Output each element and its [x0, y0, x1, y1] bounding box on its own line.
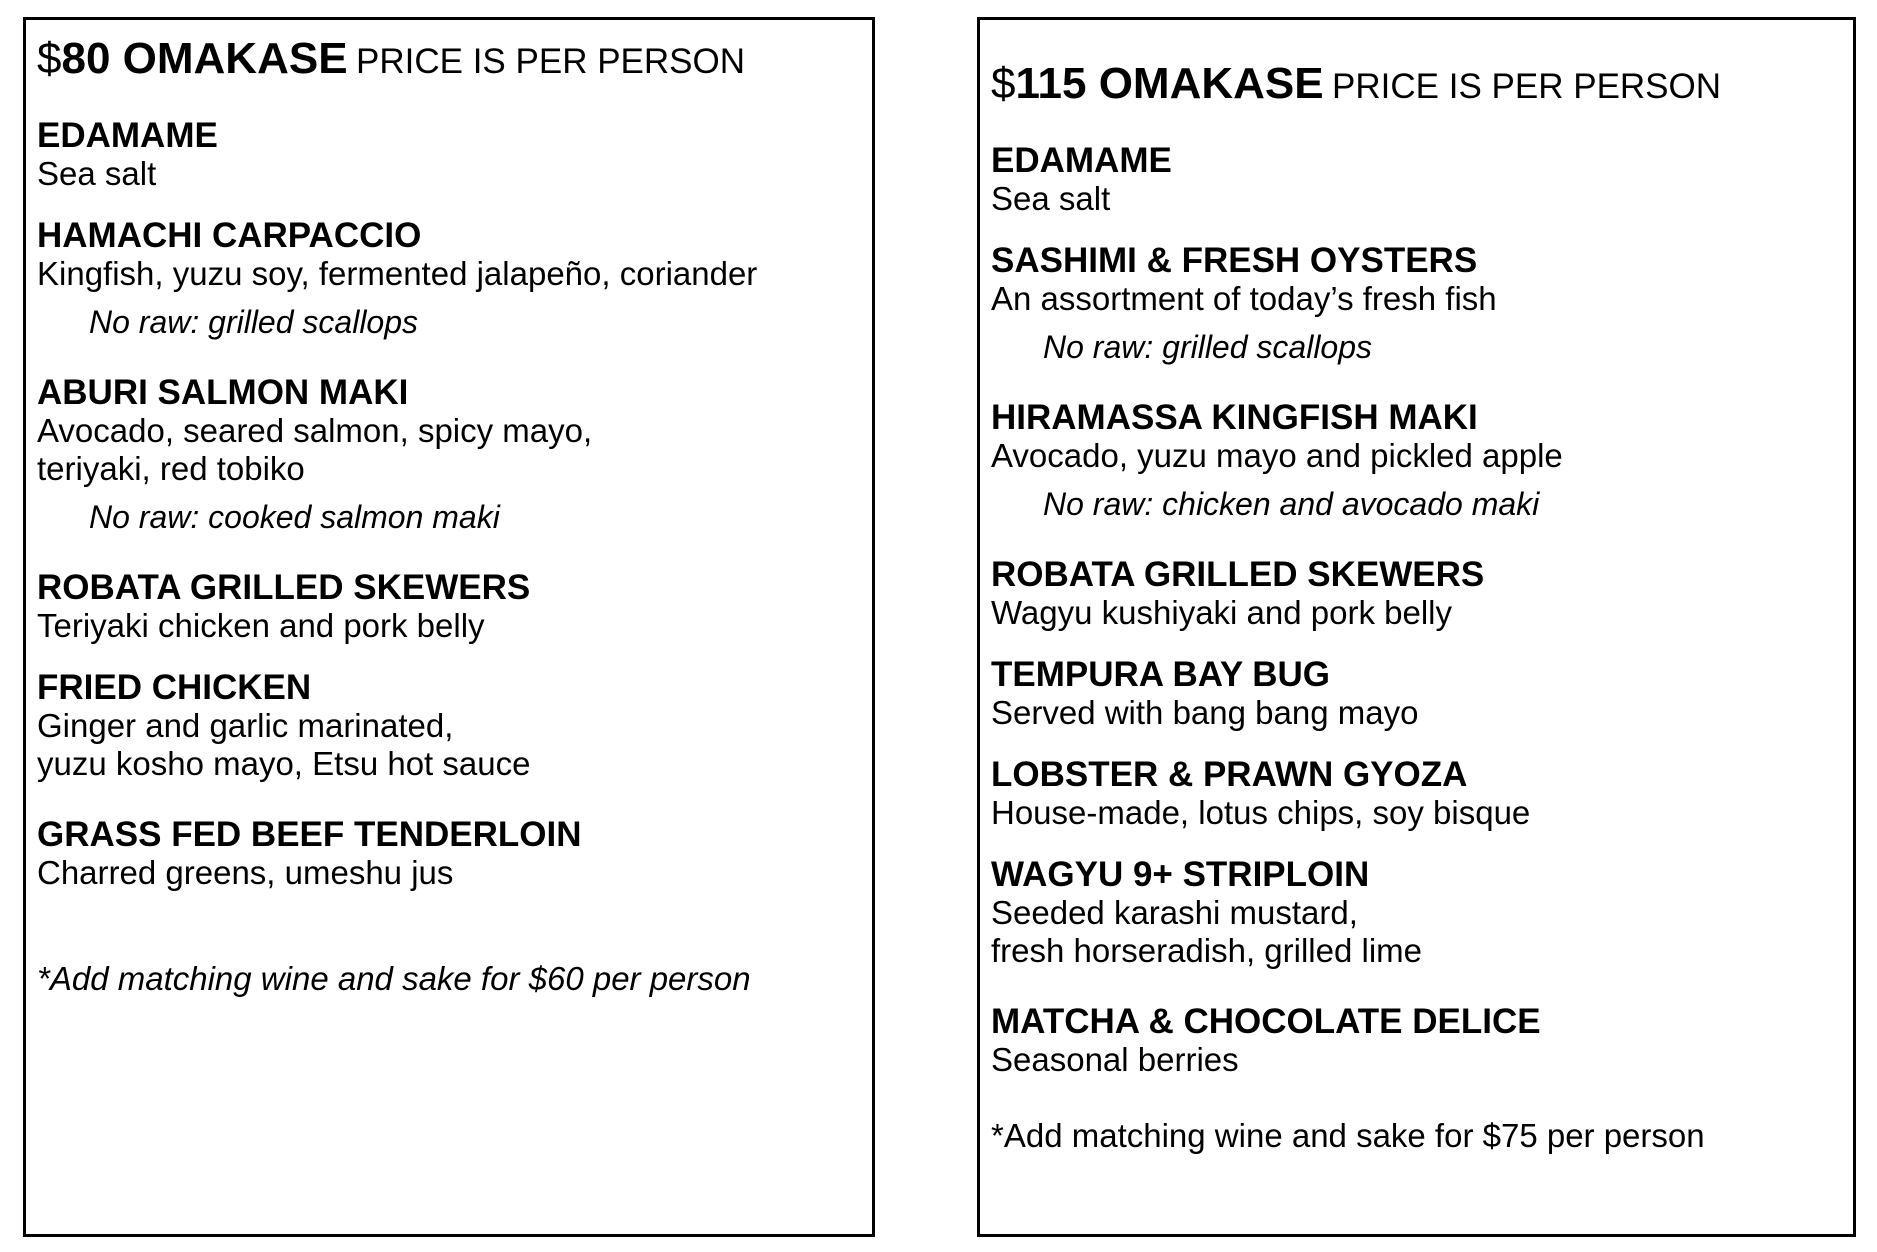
- wine-pairing-note: *Add matching wine and sake for $60 per person: [37, 960, 751, 997]
- menu-item: [37, 669, 861, 783]
- item-name: ABURI SALMON MAKI: [37, 373, 409, 412]
- item-name: WAGYU 9+ STRIPLOIN: [991, 855, 1370, 894]
- price-note: PRICE IS PER PERSON: [1332, 67, 1722, 106]
- menu-header: [991, 59, 1842, 108]
- omakase-80-card: [23, 17, 875, 1237]
- item-description: Served with bang bang mayo: [991, 694, 1419, 731]
- item-description: Charred greens, umeshu jus: [37, 854, 454, 891]
- item-description: House-made, lotus chips, soy bisque: [991, 794, 1531, 831]
- item-name: TEMPURA BAY BUG: [991, 655, 1331, 694]
- menu-item: [991, 756, 1842, 832]
- menu-item: [991, 856, 1842, 970]
- menu-item: [991, 656, 1842, 732]
- item-description: Seeded karashi mustard, fresh horseradish, grilled lime: [991, 894, 1423, 969]
- item-description: Sea salt: [37, 155, 157, 192]
- omakase-115-card: [977, 17, 1856, 1237]
- item-alternative: No raw: chicken and avocado maki: [1043, 486, 1540, 522]
- item-name: MATCHA & CHOCOLATE DELICE: [991, 1002, 1541, 1041]
- price-note: PRICE IS PER PERSON: [356, 42, 745, 81]
- item-description: Seasonal berries: [991, 1041, 1239, 1078]
- item-name: HAMACHI CARPACCIO: [37, 216, 422, 255]
- menu-price-title: 80 OMAKASE: [61, 34, 348, 83]
- item-name: GRASS FED BEEF TENDERLOIN: [37, 815, 582, 854]
- item-alternative: No raw: grilled scallops: [89, 304, 419, 340]
- item-name: EDAMAME: [991, 141, 1172, 180]
- item-description: Ginger and garlic marinated, yuzu kosho mayo, Etsu hot sauce: [37, 707, 531, 782]
- item-description: Avocado, yuzu mayo and pickled apple: [991, 437, 1563, 474]
- menu-item: [991, 242, 1842, 366]
- menu-price-title: 115 OMAKASE: [1015, 59, 1324, 108]
- item-description: Sea salt: [991, 180, 1111, 217]
- menu-item: [37, 816, 861, 892]
- item-alternative: No raw: grilled scallops: [1043, 329, 1373, 365]
- menu-item: [991, 1003, 1842, 1079]
- item-name: LOBSTER & PRAWN GYOZA: [991, 755, 1468, 794]
- item-name: ROBATA GRILLED SKEWERS: [991, 555, 1485, 594]
- menu-item: [37, 117, 861, 193]
- wine-pairing-note: *Add matching wine and sake for $75 per person: [991, 1117, 1705, 1154]
- item-description: Kingfish, yuzu soy, fermented jalapeño, coriander: [37, 255, 758, 292]
- menu-item: [37, 569, 861, 645]
- dollar-sign: $: [37, 34, 62, 83]
- menu-header: [37, 34, 861, 83]
- dollar-sign: $: [991, 59, 1016, 108]
- item-name: FRIED CHICKEN: [37, 668, 312, 707]
- item-name: ROBATA GRILLED SKEWERS: [37, 568, 531, 607]
- item-description: Teriyaki chicken and pork belly: [37, 607, 485, 644]
- menu-item: [991, 142, 1842, 218]
- menu-item: [991, 556, 1842, 632]
- item-name: SASHIMI & FRESH OYSTERS: [991, 241, 1478, 280]
- item-description: Wagyu kushiyaki and pork belly: [991, 594, 1453, 631]
- item-name: EDAMAME: [37, 116, 218, 155]
- item-alternative: No raw: cooked salmon maki: [89, 499, 500, 535]
- menu-item: [37, 217, 861, 341]
- menu-item: [991, 399, 1842, 523]
- item-name: HIRAMASSA KINGFISH MAKI: [991, 398, 1478, 437]
- item-description: An assortment of today’s fresh fish: [991, 280, 1497, 317]
- menu-item: [37, 374, 861, 536]
- item-description: Avocado, seared salmon, spicy mayo, teriyaki, red tobiko: [37, 412, 593, 487]
